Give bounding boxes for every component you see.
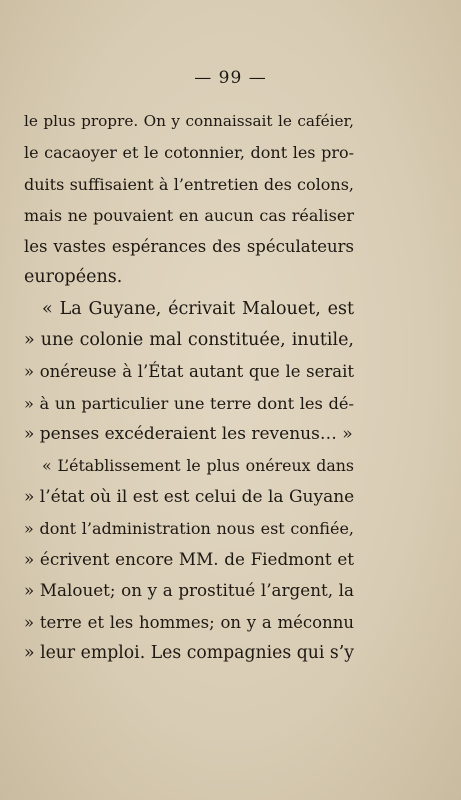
- body-text: [24, 106, 354, 669]
- text-line: » dont l’administration nous est confiée,: [24, 518, 354, 538]
- page-number: — 99 —: [194, 68, 267, 88]
- text-line: » penses excéderaient les revenus… »: [24, 423, 353, 444]
- text-line: » une colonie mal constituée, inutile,: [24, 330, 354, 351]
- text-line: européens.: [24, 267, 123, 288]
- text-line: » à un particulier une terre dont les dé-: [24, 393, 354, 413]
- text-line: duits suffisaient à l’entretien des colons,: [24, 174, 354, 194]
- text-line: » l’état où il est est celui de la Guyane: [24, 486, 355, 507]
- text-line: » leur emploi. Les compagnies qui s’y: [24, 643, 354, 664]
- text-line: « L’établissement le plus onéreux dans: [42, 456, 354, 476]
- text-line: » onéreuse à l’État autant que le serait: [24, 362, 354, 382]
- text-line: » Malouet; on y a prostitué l’argent, la: [24, 580, 354, 601]
- text-line: le cacaoyer et le cotonnier, dont les pro-: [24, 143, 354, 163]
- text-line: » écrivent encore MM. de Fiedmont et: [24, 549, 354, 570]
- text-line: » terre et les hommes; on y a méconnu: [24, 612, 354, 632]
- text-line: « La Guyane, écrivait Malouet, est: [42, 298, 354, 319]
- text-line: le plus propre. On y connaissait le caféier,: [24, 112, 354, 130]
- text-line: les vastes espérances des spéculateurs: [24, 237, 354, 257]
- text-line: mais ne pouvaient en aucun cas réaliser: [24, 205, 354, 225]
